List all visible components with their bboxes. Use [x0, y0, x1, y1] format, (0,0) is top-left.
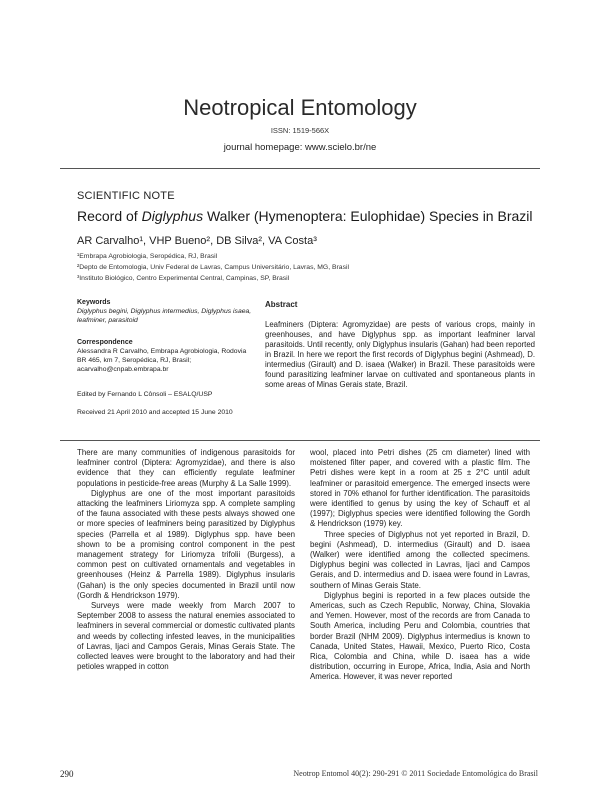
abstract-text: Leafminers (Diptera: Agromyzidae) are pests of various crops, mainly in greenhouses, and have Diglyphus spp. as important leafminer larval parasitoids. Until recently, only Diglyphus insularis (Gahan) had been reported in Brazil. In here we report the first records of Diglyphus begini (Ashmead), D. intermedius (Girault) and D. isaea (Walker) in Brazil. These parasitoids were found parasitizing leafminer larvae on cultivated and spontaneous plants in some areas of Minas Gerais state, Brazil. — [265, 320, 535, 389]
abstract-divider — [60, 440, 540, 441]
correspondence-text: Alessandra R Carvalho, Embrapa Agrobiologia, Rodovia BR 465, km 7, Seropédica, RJ, Brasil; acarvalho@cnpab.embrapa.br — [77, 348, 247, 373]
article-section: SCIENTIFIC NOTE — [77, 190, 175, 202]
paragraph: Three species of Diglyphus not yet reported in Brazil, D. begini (Ashmead), D. intermedius (Girault) and D. isaea (Walker) were identified among the collected specimens. Diglyphus begini was collected in Lavras, Ijaci and Campos Gerais, and D. intermedius and D. isaea were found in Lavras, southern of Minas Gerais State. — [310, 529, 530, 590]
footer-citation: Neotrop Entomol 40(2): 290-291 © 2011 Sociedade Entomológica do Brasil — [293, 769, 538, 778]
paragraph: wool, placed into Petri dishes (25 cm diameter) lined with moistened filter paper, and covered with a plastic film. The Petri dishes were kept in a room at 25 ± 2°C until adult leafminer or parasitoid emergence. The emerged insects were stored in 70% ethanol for further identification. The parasitoids were identified to genus by using the key of Schauff et al (1997); Diglyphus species were identified following the Gordh & Hendrickson (1979) key. — [310, 448, 530, 529]
keywords-block — [77, 298, 257, 325]
keywords-heading: Keywords — [77, 299, 111, 306]
body-column-right — [310, 448, 530, 683]
paragraph: There are many communities of indigenous parasitoids for leafminer control (Diptera: Agromyzidae), and there is also evidence that they can efficiently regulate leafminer populations in pesticide-free areas (Murphy & La Salle 1999). — [77, 448, 295, 488]
journal-homepage: journal homepage: www.scielo.br/ne — [223, 142, 377, 153]
affiliation-2: ²Depto de Entomologia, Univ Federal de Lavras, Campus Universitário, Lavras, MG, Brasil — [77, 264, 349, 271]
page-number: 290 — [60, 769, 74, 779]
correspondence-block — [77, 338, 257, 374]
paragraph: Diglyphus begini is reported in a few places outside the Americas, such as Czech Republic, Norway, China, Slovakia and Yemen. However, most of the records are from Canada to South America, including Peru and Colombia, countries that border Brazil (NHM 2009). Diglyphus intermedius is known to Canada, United States, Hawaii, Mexico, Puerto Rico, Costa Rica, Colombia and China, while D. isaea has a wide distribution, occurring in Europe, Africa, India, Asia and North America. However, it was never reported — [310, 590, 530, 682]
body-column-left — [77, 448, 295, 672]
title-part-1: Record of — [77, 208, 142, 224]
title-genus: Diglyphus — [141, 208, 204, 224]
header-divider — [60, 168, 540, 169]
abstract-heading: Abstract — [265, 300, 298, 309]
paragraph: Diglyphus are one of the most important parasitoids attacking the leafminers Liriomyza spp. A complete sampling of the fauna associated with these pests always showed one or more species of leafminers being parasitized by Diglyphus species (Parrella et al 1989). Diglyphus spp. have been shown to be a promising control component in the pest management strategy for Liriomyza trifolii (Burgess), a common pest on cultivated ornamentals and vegetables in greenhouses (Heinz & Parrella 1989). Diglyphus insularis (Gahan) is the only species documented in Brazil until now (Gordh & Hendrickson 1979). — [77, 488, 295, 600]
paragraph: Surveys were made weekly from March 2007 to September 2008 to assess the natural enemies associated to leafminers in several commercial or domestic cultivated plants and weeds by collecting infested leaves, in the municipalities of Lavras, Ijaci and Campos Gerais, Minas Gerais State. The collected leaves were brought to the laboratory and had their petioles wrapped in cotton — [77, 601, 295, 672]
keywords-list: Diglyphus begini, Diglyphus intermedius, Diglyphus isaea, leafminer, parasitoid — [77, 308, 252, 324]
affiliation-3: ³Instituto Biológico, Centro Experimental Central, Campinas, SP, Brasil — [77, 275, 290, 282]
issn: ISSN: 1519-566X — [270, 126, 330, 135]
correspondence-heading: Correspondence — [77, 339, 133, 346]
author-list: AR Carvalho¹, VHP Bueno², DB Silva², VA Costa³ — [77, 235, 317, 247]
edited-by: Edited by Fernando L Cônsoli – ESALQ/USP — [77, 391, 213, 398]
affiliation-1: ¹Embrapa Agrobiologia, Seropédica, RJ, Brasil — [77, 253, 218, 260]
title-part-2: Walker (Hymenoptera: Eulophidae) Species in Brazil — [203, 208, 533, 224]
journal-title: Neotropical Entomology — [183, 95, 417, 120]
received-dates: Received 21 April 2010 and accepted 15 June 2010 — [77, 409, 233, 416]
article-title — [77, 208, 532, 224]
